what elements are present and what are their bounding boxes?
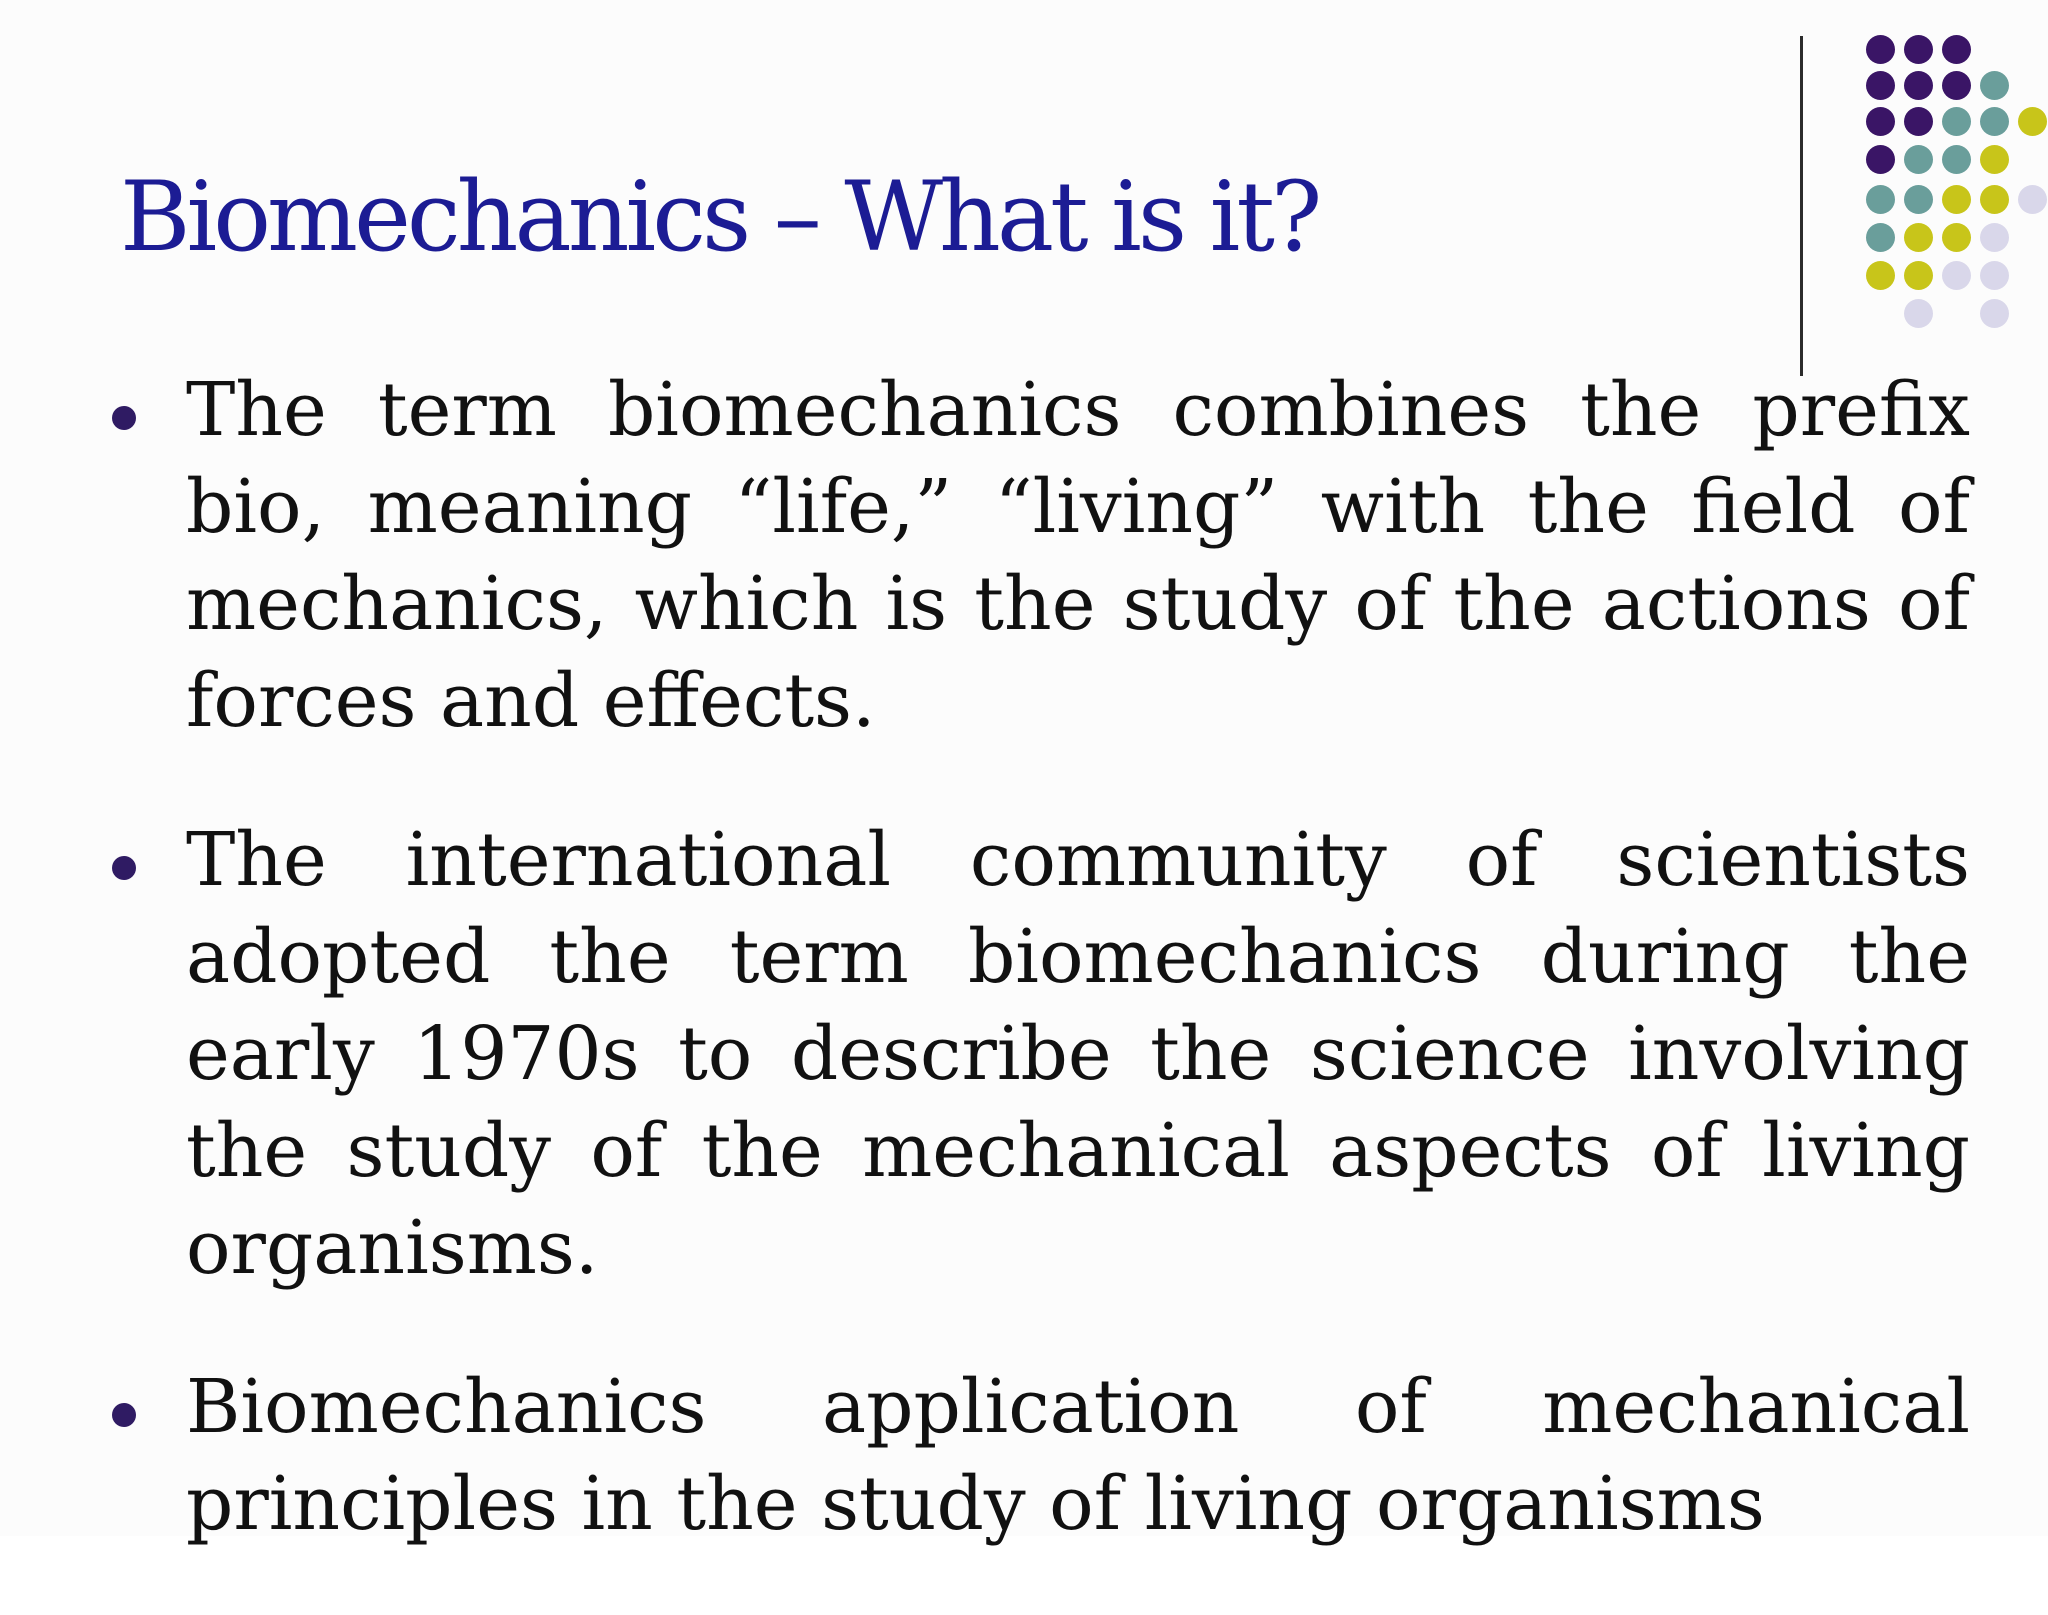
decorative-dot xyxy=(1980,71,2009,100)
bullet-list xyxy=(100,362,1970,1615)
bullet-icon xyxy=(112,1403,136,1427)
decorative-dot xyxy=(1904,145,1933,174)
decorative-dot xyxy=(1942,261,1971,290)
decorative-dot xyxy=(1980,261,2009,290)
decorative-dot xyxy=(2018,185,2047,214)
decorative-dot xyxy=(1866,185,1895,214)
decorative-dot xyxy=(1904,261,1933,290)
decorative-dot xyxy=(1866,71,1895,100)
decorative-dot xyxy=(1942,223,1971,252)
bullet-text: Biomechanics application of mechanical principles in the study of living organisms xyxy=(186,1364,1970,1547)
bullet-icon xyxy=(112,406,136,430)
decorative-dot xyxy=(1904,71,1933,100)
decorative-dot xyxy=(1904,223,1933,252)
decorative-dot xyxy=(1866,223,1895,252)
bullet-text: The term biomechanics combines the prefix bio, meaning “life,” “living” with the field of mechanics, which is the study of the actions of forces and effects. xyxy=(186,367,1970,744)
bullet-item xyxy=(100,1359,1970,1553)
slide-title: Biomechanics – What is it? xyxy=(120,161,1319,273)
bullet-item xyxy=(100,362,1970,750)
decorative-dot xyxy=(1980,145,2009,174)
decorative-dot xyxy=(1942,107,1971,136)
decorative-dot-pattern xyxy=(0,0,2048,340)
decorative-dot xyxy=(1904,107,1933,136)
bullet-icon xyxy=(112,856,136,880)
decorative-dot xyxy=(1942,185,1971,214)
bullet-item xyxy=(100,812,1970,1297)
decorative-dot xyxy=(1904,185,1933,214)
decorative-dot xyxy=(1866,35,1895,64)
decorative-dot xyxy=(1866,107,1895,136)
decorative-dot xyxy=(1866,261,1895,290)
decorative-dot xyxy=(1980,223,2009,252)
decorative-dot xyxy=(1980,185,2009,214)
decorative-dot xyxy=(1904,299,1933,328)
decorative-dot xyxy=(1980,107,2009,136)
bullet-text: The international community of scientists adopted the term biomechanics during the early 1970s to describe the science involving the study of the mechanical aspects of living organisms. xyxy=(186,817,1970,1291)
decorative-dot xyxy=(1942,71,1971,100)
decorative-dot xyxy=(1904,35,1933,64)
decorative-dot xyxy=(1980,299,2009,328)
decorative-dot xyxy=(1866,145,1895,174)
decorative-dot xyxy=(2018,107,2047,136)
decorative-dot xyxy=(1942,35,1971,64)
decorative-dot xyxy=(1942,145,1971,174)
